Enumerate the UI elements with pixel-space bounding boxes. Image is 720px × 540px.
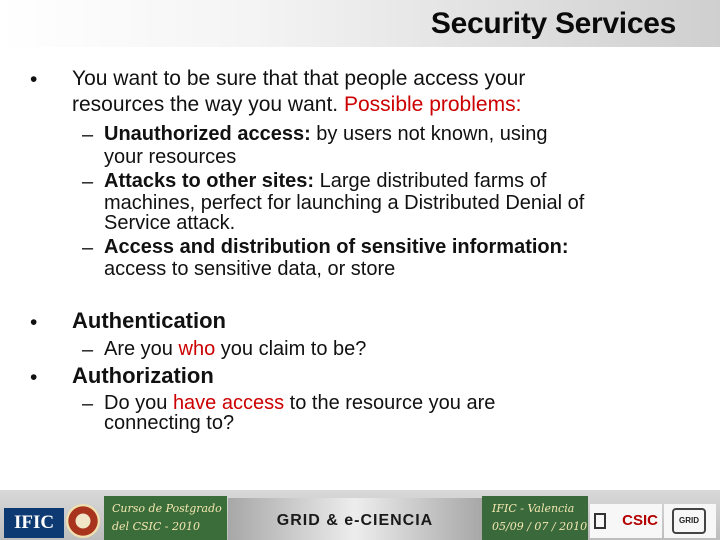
q-highlight: have access [172,392,285,414]
problem-term: Attacks to other sites: [104,170,315,192]
problem-term: Unauthorized access: [104,123,311,145]
q-text: you claim to be? [220,338,367,360]
dash-icon: – [82,124,94,146]
grid-title: GRID & e-CIENCIA [276,512,434,529]
bullet-icon: • [30,366,38,389]
problem-desc: by users not known, using [316,123,548,145]
possible-problems-label: Possible problems: [343,93,522,116]
authorization-heading: Authorization [72,363,214,388]
q-text: Are you [104,338,173,360]
q-text: to the resource you are [289,392,496,414]
university-seal-icon [66,504,100,538]
grid-logo [664,504,716,538]
authorization-question-line2: connecting to? [104,412,235,434]
q-text: Do you [104,392,168,414]
course-title: Curso de Postgrado [112,502,222,515]
grid-logo-icon: GRID [672,508,706,534]
course-subtitle: del CSIC - 2010 [112,520,200,533]
authentication-heading: Authentication [72,308,226,333]
problem-term: Access and distribution of sensitive information: [104,236,569,258]
ific-logo: IFIC [4,508,64,538]
dash-icon: – [82,393,94,415]
course-banner [104,496,227,540]
authorization-question [104,392,495,414]
csic-logo [590,504,662,538]
problem-desc-line: machines, perfect for launching a Distributed Denial of [104,192,585,214]
problem-desc: Large distributed farms of [319,170,547,192]
bullet-icon: • [30,68,38,91]
problem-desc-line: your resources [104,146,237,168]
footer-banner [0,490,720,540]
intro-line2 [72,92,521,118]
dash-icon: – [82,237,94,259]
problem-desc-line: access to sensitive data, or store [104,258,396,280]
problem-sensitive [104,236,569,258]
title-bar [0,0,720,47]
problem-attacks [104,170,546,192]
problem-unauthorized [104,123,548,145]
intro-line1: You want to be sure that that people access your [72,67,526,90]
csic-text: CSIC [622,512,658,529]
csic-emblem-icon [594,513,606,529]
venue-dates: 05/09 / 07 / 2010 [492,520,588,533]
authentication-question [104,338,366,360]
venue-name: IFIC - Valencia [492,502,575,515]
bullet-icon: • [30,311,38,334]
venue-banner [482,496,588,540]
slide-title: Security Services [430,7,676,40]
grid-banner [228,498,482,540]
intro-line2-text: resources the way you want. [72,93,339,116]
problem-desc-line: Service attack. [104,212,236,234]
q-highlight: who [178,338,216,360]
dash-icon: – [82,339,94,361]
dash-icon: – [82,171,94,193]
